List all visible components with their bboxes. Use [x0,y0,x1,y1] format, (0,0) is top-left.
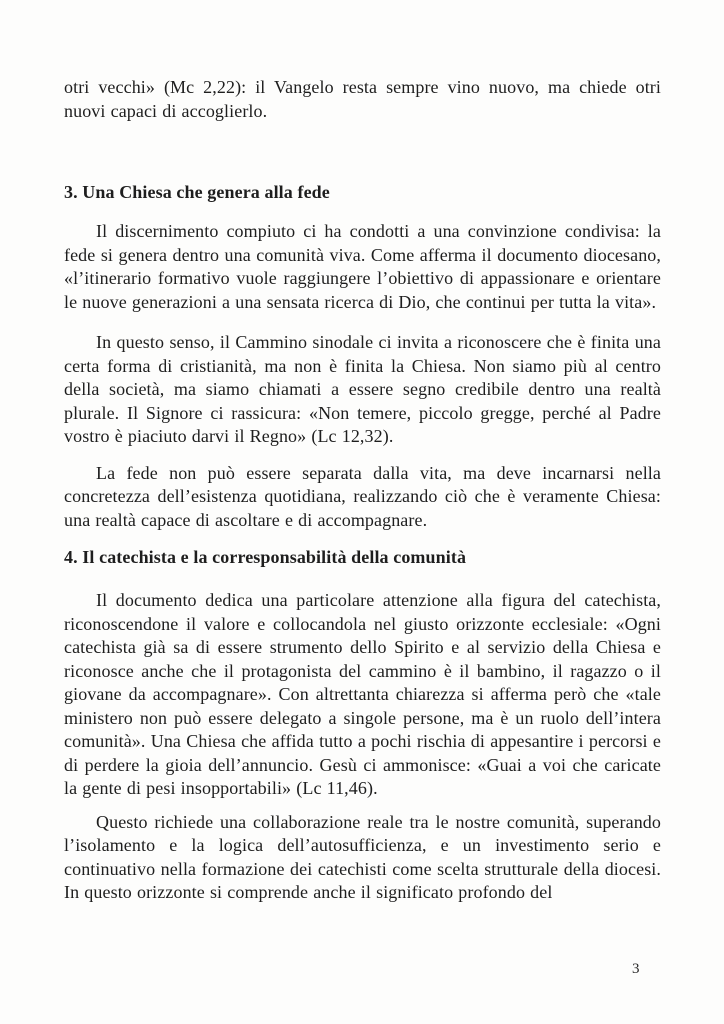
body-paragraph: In questo senso, il Cammino sinodale ci invita a riconoscere che è finita una certa forma di cristianità, ma non è finita la Chiesa. Non siamo più al centro della società, ma siamo chiamati a essere segno credibile dentro una realtà plurale. Il Signore ci rassicura: «Non temere, piccolo gregge, perché al Padre vostro è piaciuto darvi il Regno» (Lc 12,32). [64,332,661,446]
section-heading-4: 4. Il catechista e la corresponsabilità della comunità [64,547,467,567]
body-paragraph: Il documento dedica una particolare attenzione alla figura del catechista, riconoscendone il valore e collocandola nel giusto orizzonte ecclesiale: «Ogni catechista già sa di essere strumento dello Spirito e al servizio della Chiesa e riconosce anche che il protagonista del cammino è il bambino, il ragazzo o il giovane da accompagnare». Con altrettanta chiarezza si afferma però che «tale ministero non può essere delegato a singole persone, ma è un ruolo dell’intera comunità». Una Chiesa che affida tutto a pochi rischia di appesantire i percorsi e di perdere la gioia dell’annuncio. Gesù ci ammonisce: «Guai a voi che caricate la gente di pesi insopportabili» (Lc 11,46). [64,590,661,798]
page-number: 3 [632,961,640,977]
section-heading-3: 3. Una Chiesa che genera alla fede [64,182,330,202]
body-paragraph-continuation: otri vecchi» (Mc 2,22): il Vangelo resta sempre vino nuovo, ma chiede otri nuovi capaci di accoglierlo. [64,77,661,121]
body-paragraph: Questo richiede una collaborazione reale tra le nostre comunità, superando l’isolamento e la logica dell’autosufficienza, e un investimento serio e continuativo nella formazione dei catechisti come scelta strutturale della diocesi. In questo orizzonte si comprende anche il significato profondo del [64,811,661,902]
body-paragraph: Il discernimento compiuto ci ha condotti a una convinzione condivisa: la fede si genera dentro una comunità viva. Come afferma il documento diocesano, «l’itinerario formativo vuole raggiungere l’obiettivo di appassionare e orientare le nuove generazioni a una sensata ricerca di Dio, che continui per tutta la vita». [64,221,661,312]
body-paragraph: La fede non può essere separata dalla vita, ma deve incarnarsi nella concretezza dell’esistenza quotidiana, realizzando ciò che è veramente Chiesa: una realtà capace di ascoltare e di accompagnare. [64,462,661,530]
